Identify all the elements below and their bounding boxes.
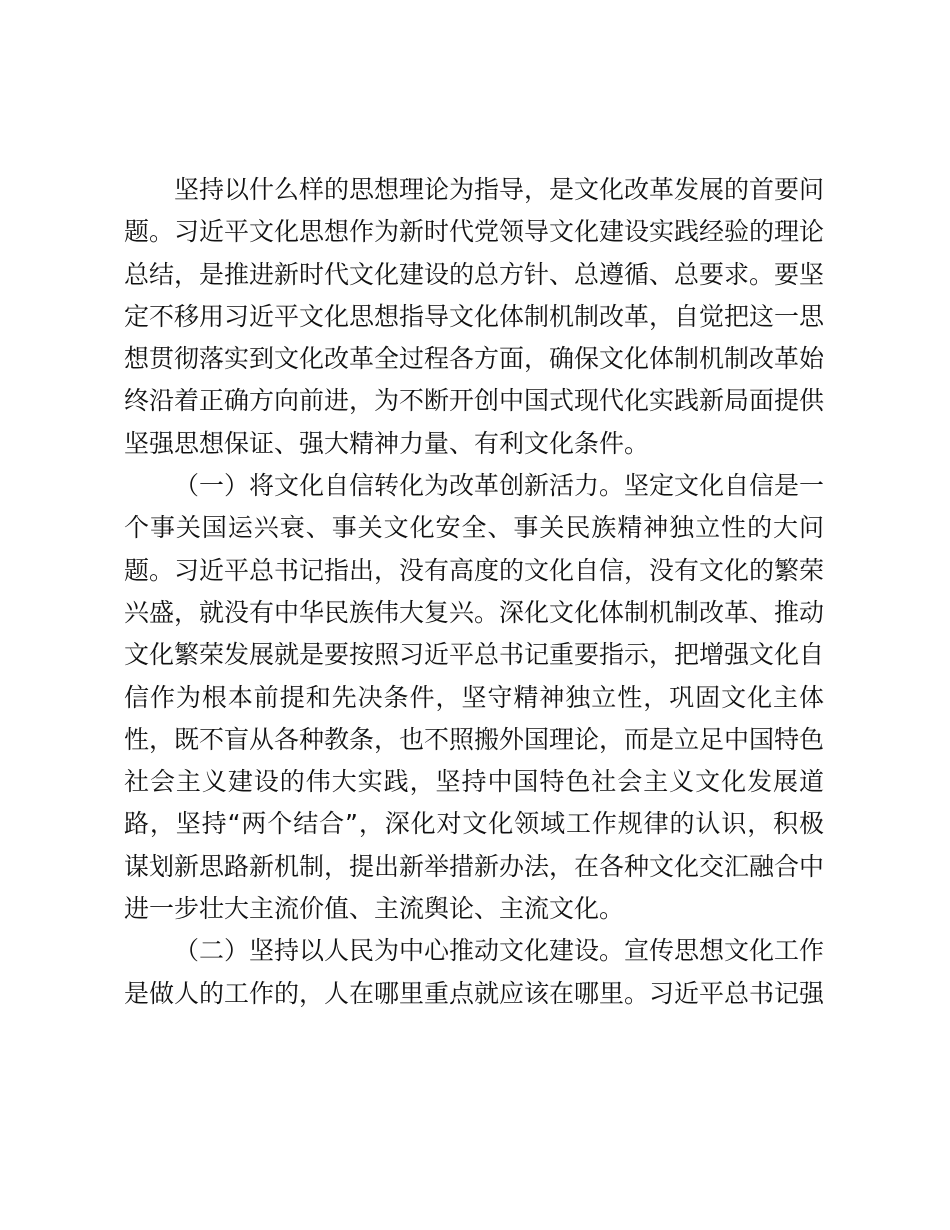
paragraph-section-1: （一）将文化自信转化为改革创新活力。坚定文化自信是一个事关国运兴衰、事关文化安全、事关民族精神独立性的大问题。习近平总书记指出，没有高度的文化自信，没有文化的繁荣兴盛，就没有中华民族伟大复兴。深化文化体制机制改革、推动文化繁荣发展就是要按照习近平总书记重要指示，把增强文化自信作为根本前提和先决条件，坚守精神独立性，巩固文化主体性，既不盲从各种教条，也不照搬外国理论，而是立足中国特色社会主义建设的伟大实践，坚持中国特色社会主义文化发展道路，坚持“两个结合”，深化对文化领域工作规律的认识，积极谋划新思路新机制，提出新举措新办法，在各种文化交汇融合中进一步壮大主流价值、主流舆论、主流文化。: [124, 471, 825, 924]
paragraph-section-2: （二）坚持以人民为中心推动文化建设。宣传思想文化工作是做人的工作的，人在哪里重点就应该在哪里。习近平总书记强: [124, 936, 825, 1008]
document-body: [124, 169, 824, 1015]
paragraph-intro: 坚持以什么样的思想理论为指导，是文化改革发展的首要问题。习近平文化思想作为新时代党领导文化建设实践经验的理论总结，是推进新时代文化建设的总方针、总遵循、总要求。要坚定不移用习近平文化思想指导文化体制机制改革，自觉把这一思想贯彻落实到文化改革全过程各方面，确保文化体制机制改革始终沿着正确方向前进，为不断开创中国式现代化实践新局面提供坚强思想保证、强大精神力量、有利文化条件。: [124, 175, 825, 458]
